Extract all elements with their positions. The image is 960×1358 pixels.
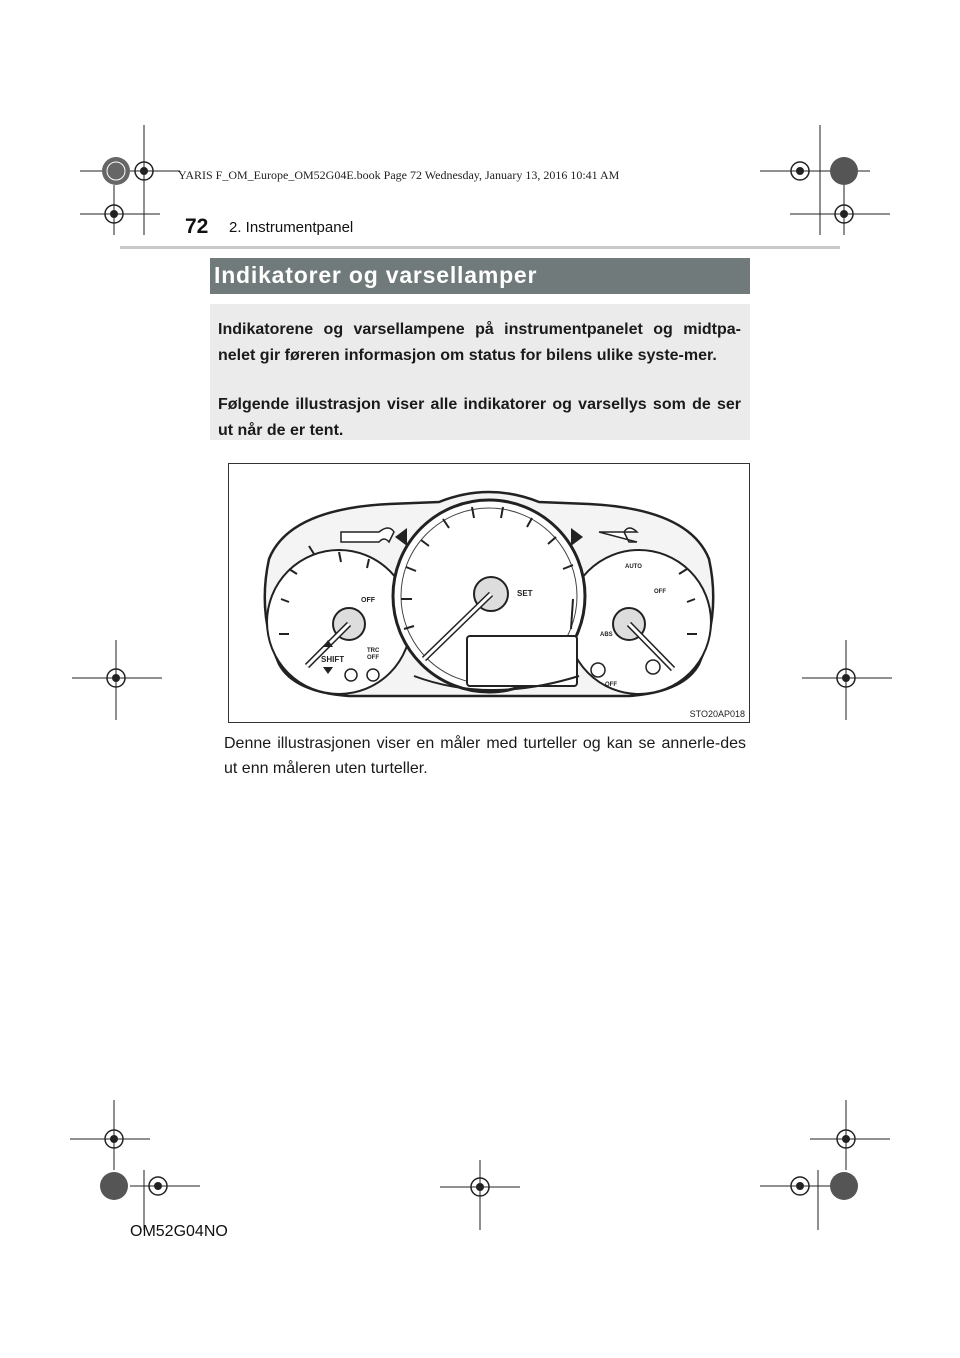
registration-mark-icon [760, 1100, 890, 1230]
registration-mark-icon [760, 125, 890, 235]
file-header: YARIS F_OM_Europe_OM52G04E.book Page 72 Wednesday, January 13, 2016 10:41 AM [178, 168, 620, 182]
intro-paragraph-2: Følgende illustrasjon viser alle indikatorer og varsellys som de ser ut når de er tent. [218, 396, 741, 439]
registration-mark-icon [802, 640, 892, 720]
set-label: SET [517, 589, 533, 598]
registration-mark-icon [70, 1100, 210, 1230]
page-number: 72 [185, 215, 209, 238]
registration-mark-icon [80, 125, 180, 235]
intro-box [210, 304, 750, 440]
registration-mark-icon [440, 1160, 520, 1230]
a-off-label: OFF [605, 682, 617, 688]
figure-caption: Denne illustrasjonen viser en måler med turteller og kan se annerle-des ut enn måleren uten turteller. [224, 735, 746, 777]
off-right-label: OFF [654, 589, 666, 595]
auto-label: AUTO [625, 564, 642, 570]
instrument-cluster-figure [228, 463, 750, 723]
title-bar [210, 258, 750, 294]
intro-paragraph-1: Indikatorene og varsellampene på instrumentpanelet og midtpa-nelet gir føreren informasjon om status for bilens ulike syste-mer. [218, 321, 741, 364]
section-title: 2. Instrumentpanel [229, 219, 354, 236]
trc-label: TRC [367, 648, 380, 654]
figure-code: STO20AP018 [689, 709, 745, 719]
header-divider [120, 246, 840, 249]
abs-label: ABS [600, 632, 613, 638]
trc-off-label: OFF [367, 655, 379, 661]
page-title: Indikatorer og varsellamper [214, 262, 538, 288]
instrument-cluster-drawing [229, 464, 749, 722]
shift-label: SHIFT [321, 655, 345, 664]
off-left-label: OFF [361, 597, 375, 604]
document-code: OM52G04NO [130, 1223, 228, 1240]
registration-mark-icon [72, 640, 162, 720]
